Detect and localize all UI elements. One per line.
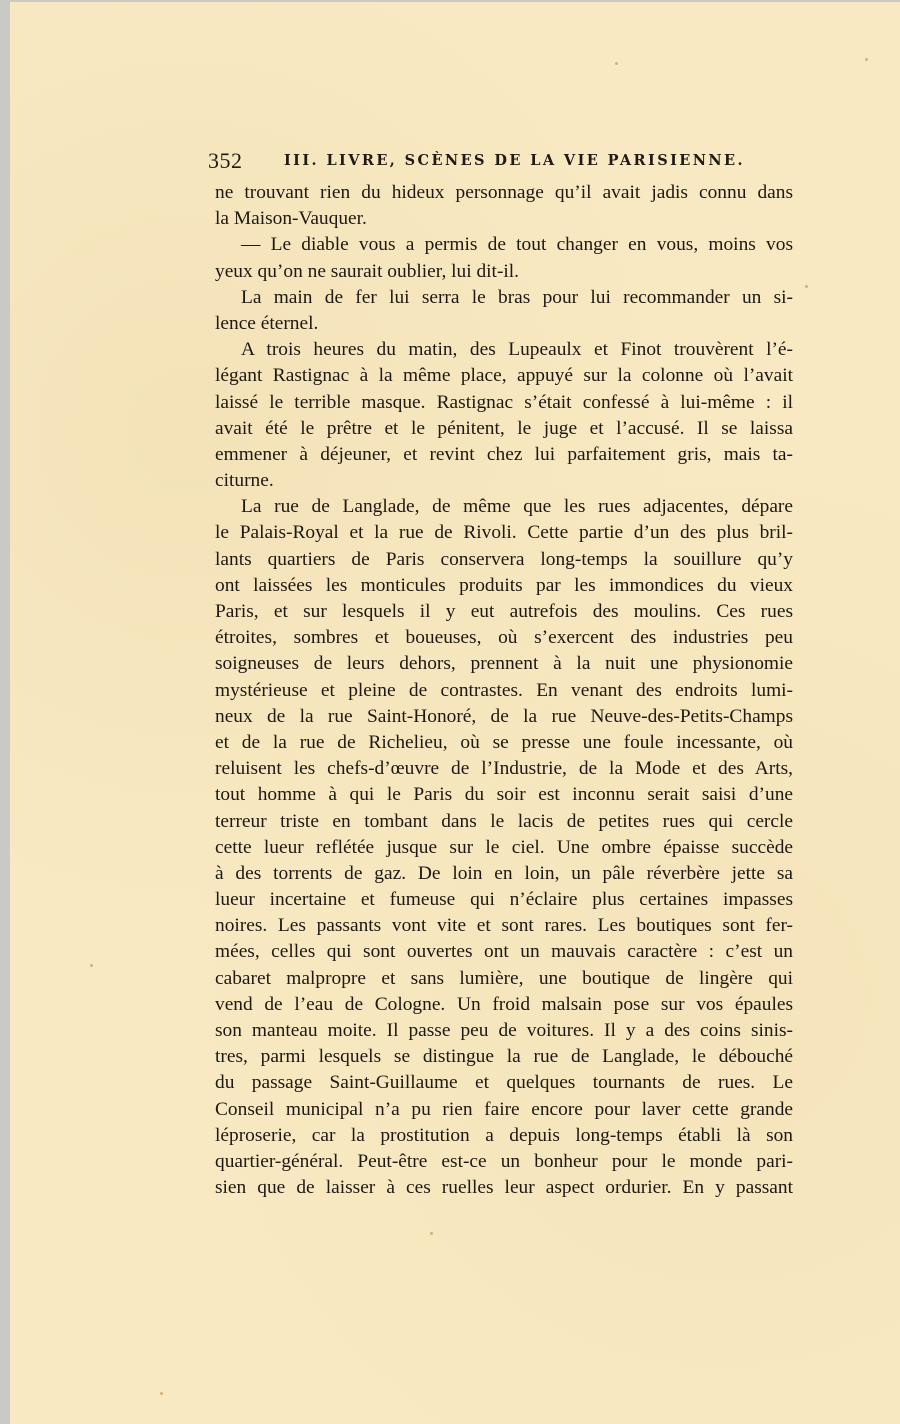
text-line: légant Rastignac à la même place, appuyé sur la colonne où l’avait — [215, 365, 793, 387]
text-line: son manteau moite. Il passe peu de voitures. Il y a des coins sinis- — [215, 1020, 793, 1041]
paper-speck — [160, 1392, 163, 1395]
text-line: cabaret malpropre et sans lumière, une boutique de lingère qui — [215, 967, 793, 989]
text-line: ne trouvant rien du hideux personnage qu’il avait jadis connu dans — [215, 182, 793, 203]
text-line: lence éternel. — [215, 312, 319, 334]
text-line: quartier-général. Peut-être est-ce un bonheur pour le monde pari- — [215, 1150, 793, 1172]
text-line: laissé le terrible masque. Rastignac s’était confessé à lui-même : il — [215, 391, 793, 413]
text-line: reluisent les chefs-d’œuvre de l’Industrie, de la Mode et des Arts, — [215, 758, 793, 780]
text-line: avait été le prêtre et le pénitent, le juge et l’accusé. Il se laissa — [215, 417, 793, 439]
text-line: lueur incertaine et fumeuse qui n’éclaire plus certaines impasses — [215, 889, 793, 911]
page-header — [208, 148, 798, 178]
text-line: étroites, sombres et boueuses, où s’exercent des industries peu — [215, 627, 793, 649]
text-line: cette lueur reflétée jusque sur le ciel. Une ombre épaisse succède — [215, 836, 793, 858]
paper-speck — [430, 1232, 433, 1235]
text-line: citurne. — [215, 470, 274, 492]
text-line: sien que de laisser à ces ruelles leur aspect ordurier. En y passant — [215, 1177, 793, 1199]
text-line: Paris, et sur lesquels il y eut autrefois des moulins. Ces rues — [215, 601, 793, 622]
text-line: léproserie, car la prostitution a depuis long-temps établi là son — [215, 1124, 793, 1146]
page-number: 352 — [208, 148, 243, 173]
book-page — [10, 2, 900, 1424]
text-line: neux de la rue Saint-Honoré, de la rue Neuve-des-Petits-Champs — [215, 705, 793, 727]
body-text — [215, 180, 793, 1201]
text-line: A trois heures du matin, des Lupeaulx et Finot trouvèrent l’é- — [241, 339, 793, 361]
text-line: à des torrents de gaz. De loin en loin, un pâle réverbère jette sa — [215, 862, 793, 884]
text-line: — Le diable vous a permis de tout changer en vous, moins vos — [241, 234, 793, 256]
text-line: la Maison-Vauquer. — [215, 208, 367, 230]
text-line: tres, parmi lesquels se distingue la rue de Langlade, le débouché — [215, 1046, 793, 1068]
paper-speck — [90, 964, 93, 967]
text-line: soigneuses de leurs dehors, prennent à la nuit une physionomie — [215, 653, 793, 675]
text-line: le Palais-Royal et la rue de Rivoli. Cette partie d’un des plus bril- — [215, 522, 793, 544]
text-line: du passage Saint-Guillaume et quelques tournants de rues. Le — [215, 1072, 793, 1094]
text-line: noires. Les passants vont vite et sont rares. Les boutiques sont fer- — [215, 915, 793, 937]
running-head: III. LIVRE, SCÈNES DE LA VIE PARISIENNE. — [284, 152, 745, 169]
text-line: yeux qu’on ne saurait oublier, lui dit-il. — [215, 260, 520, 282]
paper-speck — [615, 62, 618, 65]
paper-speck — [805, 285, 808, 288]
text-line: emmener à déjeuner, et revint chez lui parfaitement gris, mais ta- — [215, 443, 793, 465]
text-line: ont laissées les monticules produits par les immondices du vieux — [215, 574, 793, 596]
paper-speck — [865, 58, 868, 61]
text-line: La rue de Langlade, de même que les rues adjacentes, dépare — [241, 496, 793, 518]
text-line: vend de l’eau de Cologne. Un froid malsain pose sur vos épaules — [215, 993, 793, 1015]
text-line: mystérieuse et pleine de contrastes. En venant des endroits lumi- — [215, 679, 793, 701]
text-line: La main de fer lui serra le bras pour lui recommander un si- — [241, 286, 793, 308]
text-line: mées, celles qui sont ouvertes ont un mauvais caractère : c’est un — [215, 941, 793, 963]
text-line: tout homme à qui le Paris du soir est inconnu serait saisi d’une — [215, 784, 793, 806]
text-line: et de la rue de Richelieu, où se presse une foule incessante, où — [215, 731, 793, 753]
text-line: terreur triste en tombant dans le lacis de petites rues qui cercle — [215, 810, 793, 832]
text-line: lants quartiers de Paris conservera long-temps la souillure qu’y — [215, 548, 793, 570]
text-line: Conseil municipal n’a pu rien faire encore pour laver cette grande — [215, 1098, 793, 1120]
